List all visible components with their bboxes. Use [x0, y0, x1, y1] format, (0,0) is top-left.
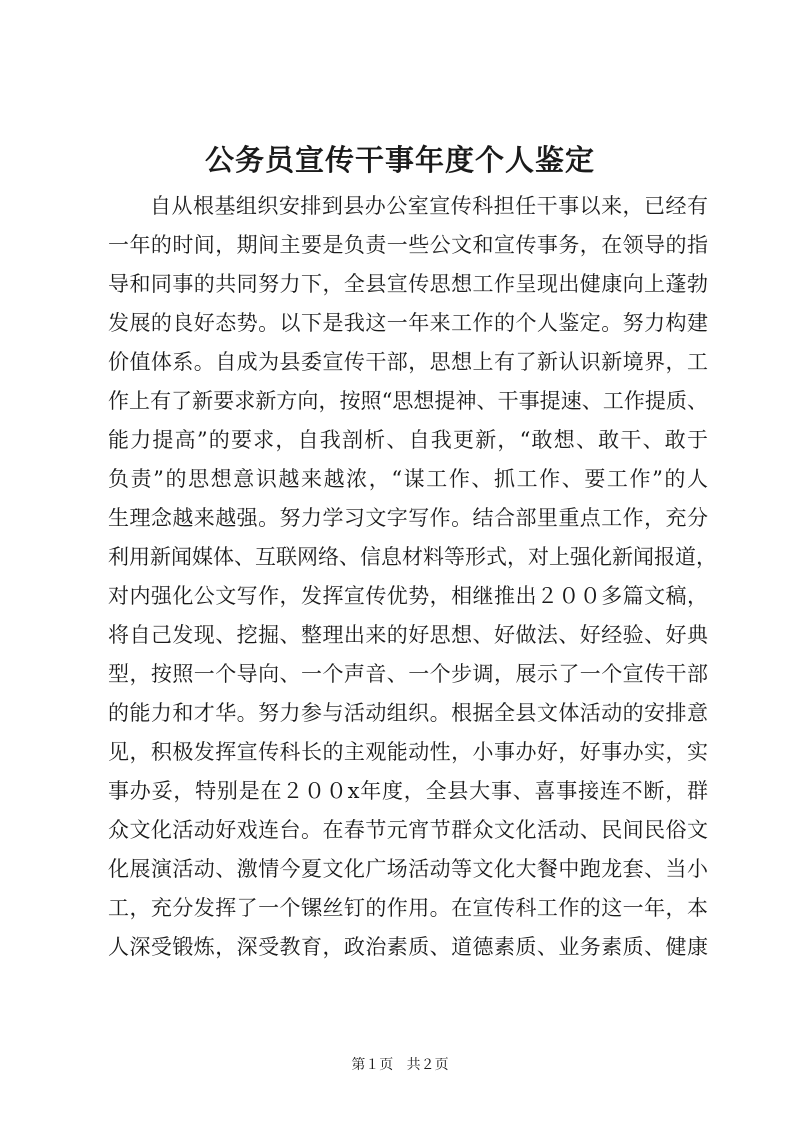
body-line: 发展的良好态势。以下是我这一年来工作的个人鉴定。努力构建: [108, 311, 708, 335]
body-line: 的能力和才华。努力参与活动组织。根据全县文体活动的安排意: [108, 701, 708, 725]
body-line: 自从根基组织安排到县办公室宣传科担任干事以来，已经有: [150, 194, 708, 218]
body-line: 人深受锻炼，深受教育，政治素质、道德素质、业务素质、健康: [108, 935, 708, 959]
body-line: 见，积极发挥宣传科长的主观能动性，小事办好，好事办实，实: [108, 740, 708, 764]
document-title: 公务员宣传干事年度个人鉴定: [204, 143, 595, 177]
body-line: 价值体系。自成为县委宣传干部，思想上有了新认识新境界，工: [108, 350, 708, 374]
body-line: 生理念越来越强。努力学习文字写作。结合部里重点工作，充分: [108, 506, 708, 530]
page-footer: [0, 1055, 800, 1075]
body-line: 负责”的思想意识越来越浓，“谋工作、抓工作、要工作”的人: [108, 467, 708, 491]
body-line: 事办妥，特别是在２００x年度，全县大事、喜事接连不断，群: [108, 779, 708, 803]
body-line: 众文化活动好戏连台。在春节元宵节群众文化活动、民间民俗文: [108, 818, 708, 842]
page-number: 第１页: [351, 1057, 394, 1073]
body-line: 作上有了新要求新方向，按照“思想提神、干事提速、工作提质、: [108, 389, 708, 413]
body-line: 对内强化公文写作，发挥宣传优势，相继推出２００多篇文稿，: [108, 584, 708, 608]
body-line: 利用新闻媒体、互联网络、信息材料等形式，对上强化新闻报道，: [108, 545, 717, 569]
page-total: 共２页: [406, 1057, 449, 1073]
body-line: 能力提高”的要求，自我剖析、自我更新，“敢想、敢干、敢于: [108, 428, 708, 452]
document-body: [108, 187, 717, 967]
body-line: 化展演活动、激情今夏文化广场活动等文化大餐中跑龙套、当小: [108, 857, 708, 881]
body-line: 工，充分发挥了一个镙丝钉的作用。在宣传科工作的这一年，本: [108, 896, 708, 920]
body-line: 一年的时间，期间主要是负责一些公文和宣传事务，在领导的指: [108, 233, 708, 257]
footer-spacer: [398, 1055, 402, 1075]
body-line: 导和同事的共同努力下，全县宣传思想工作呈现出健康向上蓬勃: [108, 272, 708, 296]
body-line: 型，按照一个导向、一个声音、一个步调，展示了一个宣传干部: [108, 662, 708, 686]
body-line: 将自己发现、挖掘、整理出来的好思想、好做法、好经验、好典: [108, 623, 708, 647]
